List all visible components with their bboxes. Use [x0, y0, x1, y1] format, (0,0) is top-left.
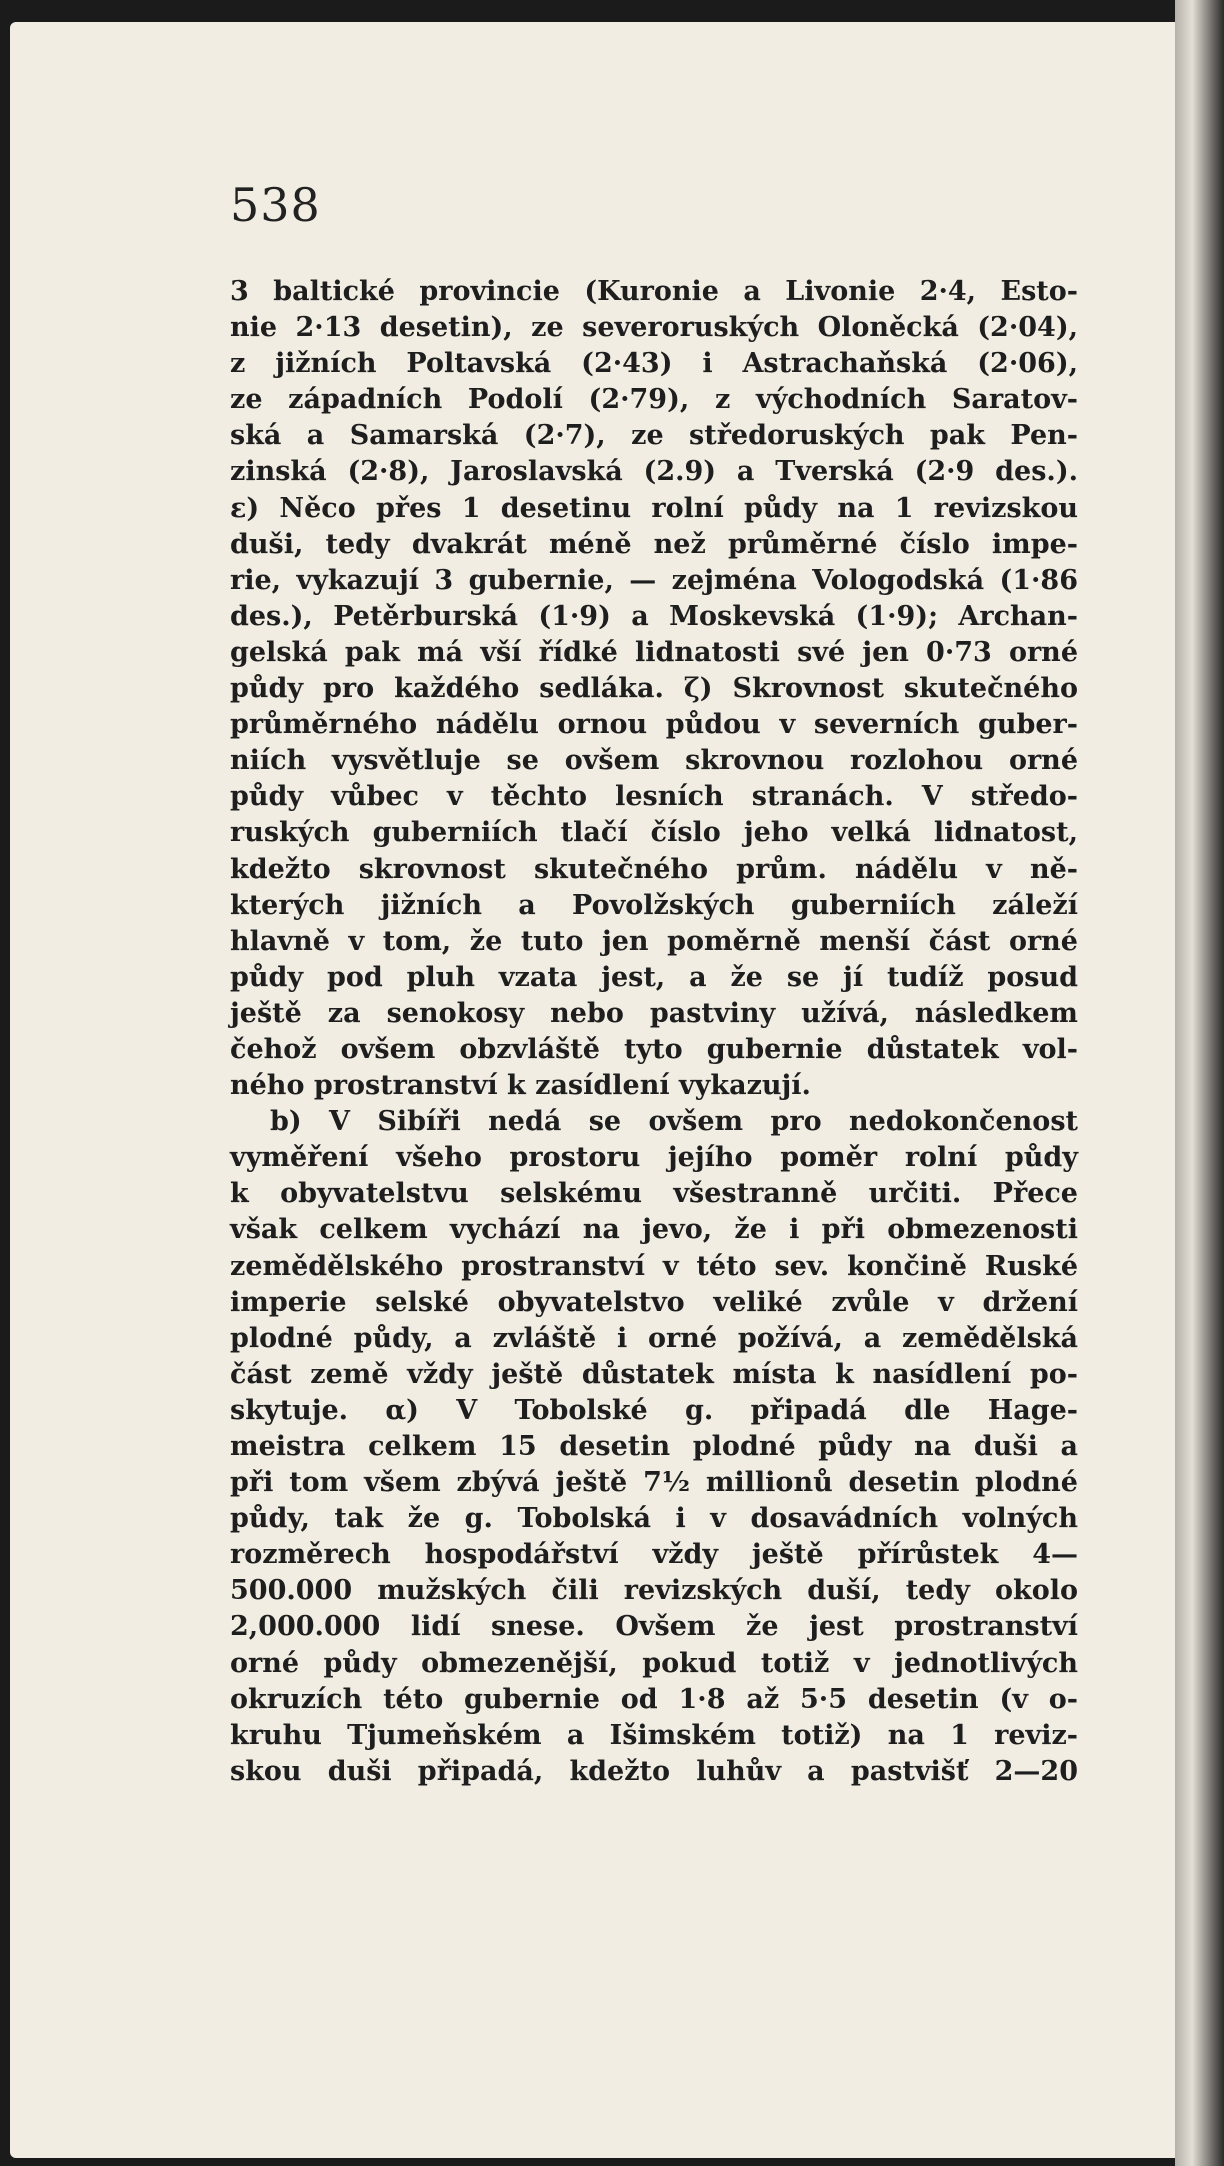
text-line: zinská (2·8), Jaroslavská (2.9) a Tverská (2·9 des.). [230, 456, 1078, 488]
text-line: okruzích této gubernie od 1·8 až 5·5 desetin (v o- [230, 1683, 1078, 1715]
text-line: k obyvatelstvu selskému všestranně určiti. Přece [230, 1178, 1078, 1210]
body-text [230, 274, 1078, 1790]
text-line: ještě za senokosy nebo pastviny užívá, následkem [230, 997, 1078, 1029]
text-line: nie 2·13 desetin), ze severoruských Oloněcká (2·04), [230, 312, 1078, 344]
page-number: 538 [230, 178, 321, 232]
text-line: 500.000 mužských čili revizských duší, tedy okolo [230, 1575, 1078, 1607]
text-line: ze západních Podolí (2·79), z východních Saratov- [230, 384, 1078, 416]
text-line: rie, vykazují 3 gubernie, — zejména Vologodská (1·86 [230, 564, 1078, 596]
text-line: niích vysvětluje se ovšem skrovnou rozlohou orné [230, 745, 1078, 777]
text-line: rozměrech hospodářství vždy ještě přírůstek 4— [230, 1539, 1078, 1571]
text-line: půdy pod pluh vzata jest, a že se jí tudíž posud [230, 961, 1078, 993]
text-line: průměrného nádělu ornou půdou v severních guber- [230, 709, 1078, 741]
text-line: duši, tedy dvakrát méně než průměrné číslo impe- [230, 528, 1078, 560]
text-line: ného prostranství k zasídlení vykazují. [230, 1070, 811, 1102]
text-line: půdy vůbec v těchto lesních stranách. V středo- [230, 781, 1078, 813]
text-line: při tom všem zbývá ještě 7½ millionů desetin plodné [230, 1467, 1078, 1499]
text-line: kterých jižních a Povolžských guberniích záleží [230, 889, 1078, 921]
text-line: meistra celkem 15 desetin plodné půdy na duši a [230, 1431, 1078, 1462]
text-line: 2,000.000 lidí snese. Ovšem že jest prostranství [230, 1611, 1078, 1643]
text-line: imperie selské obyvatelstvo veliké zvůle v držení [230, 1286, 1078, 1318]
text-line: des.), Petěrburská (1·9) a Moskevská (1·9); Archan- [230, 600, 1078, 632]
text-line: kruhu Tjumeňském a Išimském totiž) na 1 reviz- [230, 1719, 1078, 1751]
text-line: ε) Něco přes 1 desetinu rolní půdy na 1 revizskou [230, 492, 1078, 524]
text-line: čehož ovšem obzvláště tyto gubernie důstatek vol- [230, 1033, 1078, 1065]
text-line: zemědělského prostranství v této sev. končině Ruské [230, 1250, 1078, 1282]
text-line: půdy, tak že g. Tobolská i v dosavádních volných [230, 1503, 1078, 1535]
text-line: půdy pro každého sedláka. ζ) Skrovnost skutečného [230, 673, 1078, 705]
text-line: 3 baltické provincie (Kuronie a Livonie 2·4, Esto- [230, 276, 1078, 307]
text-line: ská a Samarská (2·7), ze středoruských pak Pen- [230, 420, 1078, 452]
text-line: gelská pak má vší řídké lidnatosti své jen 0·73 orné [230, 636, 1078, 668]
text-line: vyměření všeho prostoru jejího poměr rolní půdy [230, 1142, 1078, 1174]
text-line: orné půdy obmezenější, pokud totiž v jednotlivých [230, 1647, 1078, 1679]
text-line: hlavně v tom, že tuto jen poměrně menší část orné [230, 925, 1078, 957]
text-line: skou duši připadá, kdežto luhův a pastvišť 2—20 [230, 1755, 1078, 1787]
text-line: kdežto skrovnost skutečného prům. nádělu v ně- [230, 853, 1078, 885]
text-line: část země vždy ještě důstatek místa k nasídlení po- [230, 1358, 1078, 1390]
text-line: plodné půdy, a zvláště i orné požívá, a zemědělská [230, 1322, 1078, 1354]
text-line: skytuje. α) V Tobolské g. připadá dle Hage- [230, 1394, 1078, 1426]
text-line: b) V Sibíři nedá se ovšem pro nedokončenost [270, 1106, 1078, 1138]
text-line: ruských guberniích tlačí číslo jeho velká lidnatost, [230, 817, 1078, 849]
text-line: z jižních Poltavská (2·43) i Astrachaňská (2·06), [230, 348, 1078, 380]
text-line: však celkem vychází na jevo, že i při obmezenosti [230, 1214, 1078, 1246]
page-edge-shadow [1175, 0, 1224, 2166]
